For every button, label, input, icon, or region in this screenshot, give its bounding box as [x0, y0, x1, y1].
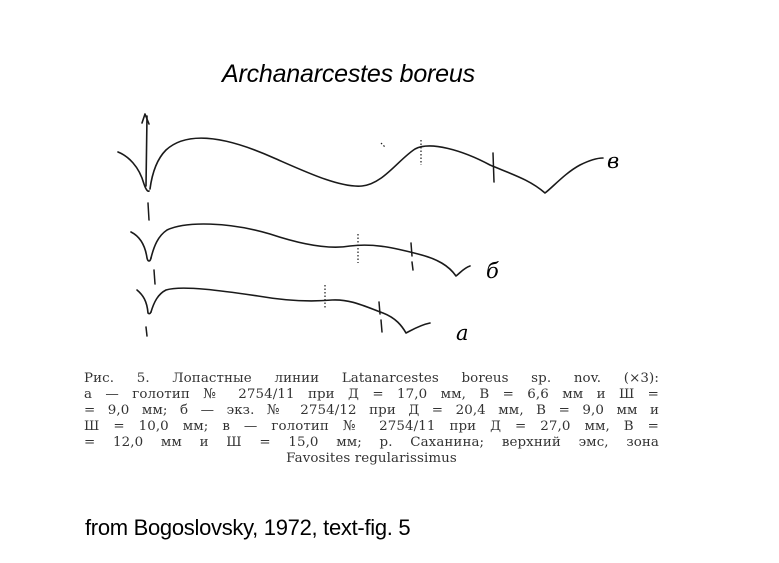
suture-label-a: а [456, 321, 469, 345]
source-credit: from Bogoslovsky, 1972, text-fig. 5 [85, 515, 411, 540]
caption-line: Favosites regularissimus [286, 451, 457, 467]
suture-line-a [137, 285, 430, 336]
caption-line: а — голотип № 2754/11 при Д = 17,0 мм, В = 6,6 мм и Ш = [84, 387, 659, 403]
caption-line: = 12,0 мм и Ш = 15,0 мм; р. Саханина; верхний эмс, зона [84, 435, 659, 451]
suture-line-v [118, 114, 603, 220]
caption-line: Ш = 10,0 мм; в — голотип № 2754/11 при Д = 27,0 мм, В = [84, 419, 659, 435]
figure-caption [84, 371, 659, 468]
suture-label-v: в [607, 149, 620, 173]
caption-line: = 9,0 мм; б — экз. № 2754/12 при Д = 20,4 мм, В = 9,0 мм и [84, 403, 659, 419]
suture-label-b: б [486, 259, 499, 283]
suture-line-b [131, 224, 470, 284]
caption-line: Рис. 5. Лопастные линии Latanarcestes boreus sp. nov. (×3): [84, 371, 659, 386]
page-title: Archanarcestes boreus [222, 60, 475, 88]
